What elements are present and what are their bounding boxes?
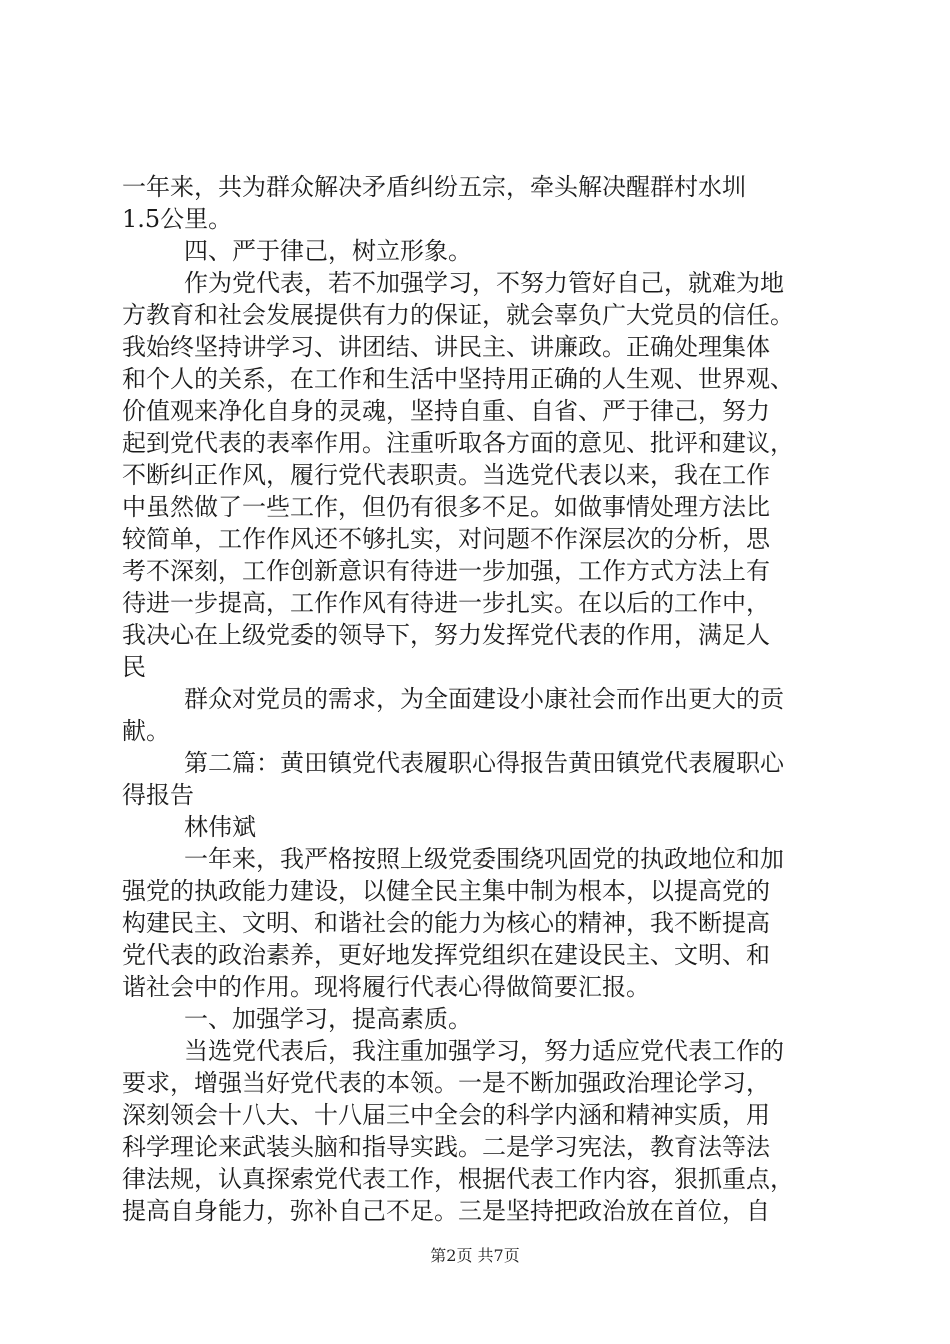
text-line: 我始终坚持讲学习、讲团结、讲民主、讲廉政。正确处理集体 (122, 333, 770, 361)
text-line: 谐社会中的作用。现将履行代表心得做简要汇报。 (122, 973, 650, 1001)
text-line: 和个人的关系，在工作和生活中坚持用正确的人生观、世界观、 (122, 365, 794, 393)
text-line: 方教育和社会发展提供有力的保证，就会辜负广大党员的信任。 (122, 301, 794, 329)
text-line: 得报告 (122, 781, 194, 809)
text-line: 律法规，认真探索党代表工作，根据代表工作内容，狠抓重点， (122, 1165, 794, 1193)
text-line: 1.5公里。 (122, 205, 233, 233)
text-line: 要求，增强当好党代表的本领。一是不断加强政治理论学习， (122, 1069, 770, 1097)
text-line: 群众对党员的需求，为全面建设小康社会而作出更大的贡 (184, 685, 784, 713)
text-line: 四、严于律己，树立形象。 (184, 237, 472, 265)
text-line: 不断纠正作风，履行党代表职责。当选党代表以来，我在工作 (122, 461, 770, 489)
text-line: 一年来，我严格按照上级党委围绕巩固党的执政地位和加 (184, 845, 784, 873)
text-line: 较简单，工作作风还不够扎实，对问题不作深层次的分析，思 (122, 525, 770, 553)
text-line: 民 (122, 653, 146, 681)
text-line: 科学理论来武装头脑和指导实践。二是学习宪法，教育法等法 (122, 1133, 770, 1161)
text-line: 作为党代表，若不加强学习，不努力管好自己，就难为地 (184, 269, 784, 297)
text-line: 提高自身能力，弥补自己不足。三是坚持把政治放在首位，自 (122, 1197, 770, 1225)
text-line: 考不深刻，工作创新意识有待进一步加强，工作方式方法上有 (122, 557, 770, 585)
text-line: 一年来，共为群众解决矛盾纠纷五宗，牵头解决醒群村水圳 (122, 173, 746, 201)
text-line: 一、加强学习，提高素质。 (184, 1005, 472, 1033)
text-line: 构建民主、文明、和谐社会的能力为核心的精神，我不断提高 (122, 909, 770, 937)
text-line: 深刻领会十八大、十八届三中全会的科学内涵和精神实质，用 (122, 1101, 770, 1129)
text-line: 中虽然做了一些工作，但仍有很多不足。如做事情处理方法比 (122, 493, 770, 521)
text-line: 林伟斌 (184, 813, 256, 841)
page-footer: 第2页 共7页 (430, 1246, 520, 1265)
text-line: 党代表的政治素养，更好地发挥党组织在建设民主、文明、和 (122, 941, 770, 969)
text-line: 价值观来净化自身的灵魂，坚持自重、自省、严于律己，努力 (122, 397, 770, 425)
text-line: 待进一步提高，工作作风有待进一步扎实。在以后的工作中， (122, 589, 770, 617)
text-line: 当选党代表后，我注重加强学习，努力适应党代表工作的 (184, 1037, 784, 1065)
text-line: 献。 (122, 717, 170, 745)
text-line: 起到党代表的表率作用。注重听取各方面的意见、批评和建议， (122, 429, 794, 457)
document-body (122, 171, 837, 1227)
text-line: 强党的执政能力建设，以健全民主集中制为根本，以提高党的 (122, 877, 770, 905)
text-line: 第二篇：黄田镇党代表履职心得报告黄田镇党代表履职心 (184, 749, 784, 777)
text-line: 我决心在上级党委的领导下，努力发挥党代表的作用，满足人 (122, 621, 770, 649)
